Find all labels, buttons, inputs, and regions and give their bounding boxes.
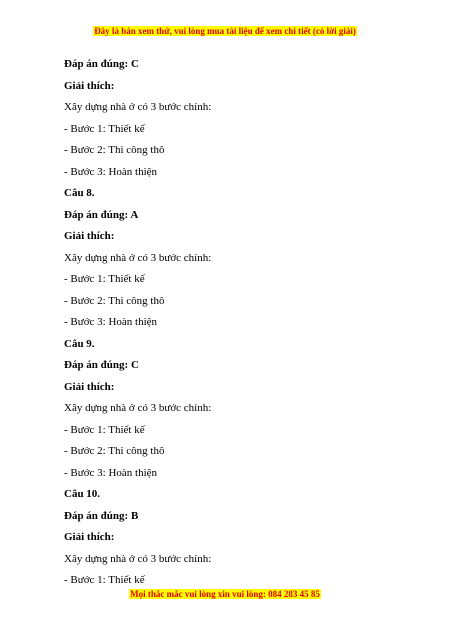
step-line: - Bước 2: Thi công thô xyxy=(64,144,165,156)
explanation-text: Xây dựng nhà ở có 3 bước chính: xyxy=(64,101,212,113)
explanation-heading: Giải thích: xyxy=(64,531,115,543)
contact-footer-banner xyxy=(0,588,450,600)
answer-line: Đáp án đúng: B xyxy=(64,509,139,522)
explanation-heading: Giải thích: xyxy=(64,79,115,92)
contact-footer-text: Mọi thắc mắc vui lòng xin vui lòng: 084 283 45 85 xyxy=(130,589,320,599)
step-line: - Bước 1: Thiết kế xyxy=(64,273,145,285)
step-line: - Bước 1: Thiết kế xyxy=(64,122,145,135)
question-number: Câu 8. xyxy=(64,187,95,199)
explanation-text: Xây dựng nhà ở có 3 bước chính: xyxy=(64,552,212,565)
step-line: - Bước 1: Thiết kế xyxy=(64,423,145,436)
question-number: Câu 10. xyxy=(64,488,101,500)
step-line: - Bước 1: Thiết kế xyxy=(64,574,145,586)
explanation-text: Xây dựng nhà ở có 3 bước chính: xyxy=(64,402,212,414)
step-line: - Bước 2: Thi công thô xyxy=(64,294,165,307)
step-line: - Bước 2: Thi công thô xyxy=(64,445,165,457)
step-line: - Bước 3: Hoàn thiện xyxy=(64,165,158,178)
question-number: Câu 9. xyxy=(64,337,95,350)
preview-notice-text: Đây là bản xem thử, vui lòng mua tài liệu để xem chi tiết (có lời giải) xyxy=(94,26,356,36)
step-line: - Bước 3: Hoàn thiện xyxy=(64,466,158,479)
explanation-heading: Giải thích: xyxy=(64,230,115,242)
explanation-text: Xây dựng nhà ở có 3 bước chính: xyxy=(64,251,212,264)
explanation-heading: Giải thích: xyxy=(64,380,115,393)
step-line: - Bước 3: Hoàn thiện xyxy=(64,316,158,328)
document-body xyxy=(64,57,394,595)
answer-line: Đáp án đúng: C xyxy=(64,359,139,371)
answer-line: Đáp án đúng: C xyxy=(64,58,139,70)
answer-line: Đáp án đúng: A xyxy=(64,208,139,221)
preview-notice-banner xyxy=(0,25,450,37)
